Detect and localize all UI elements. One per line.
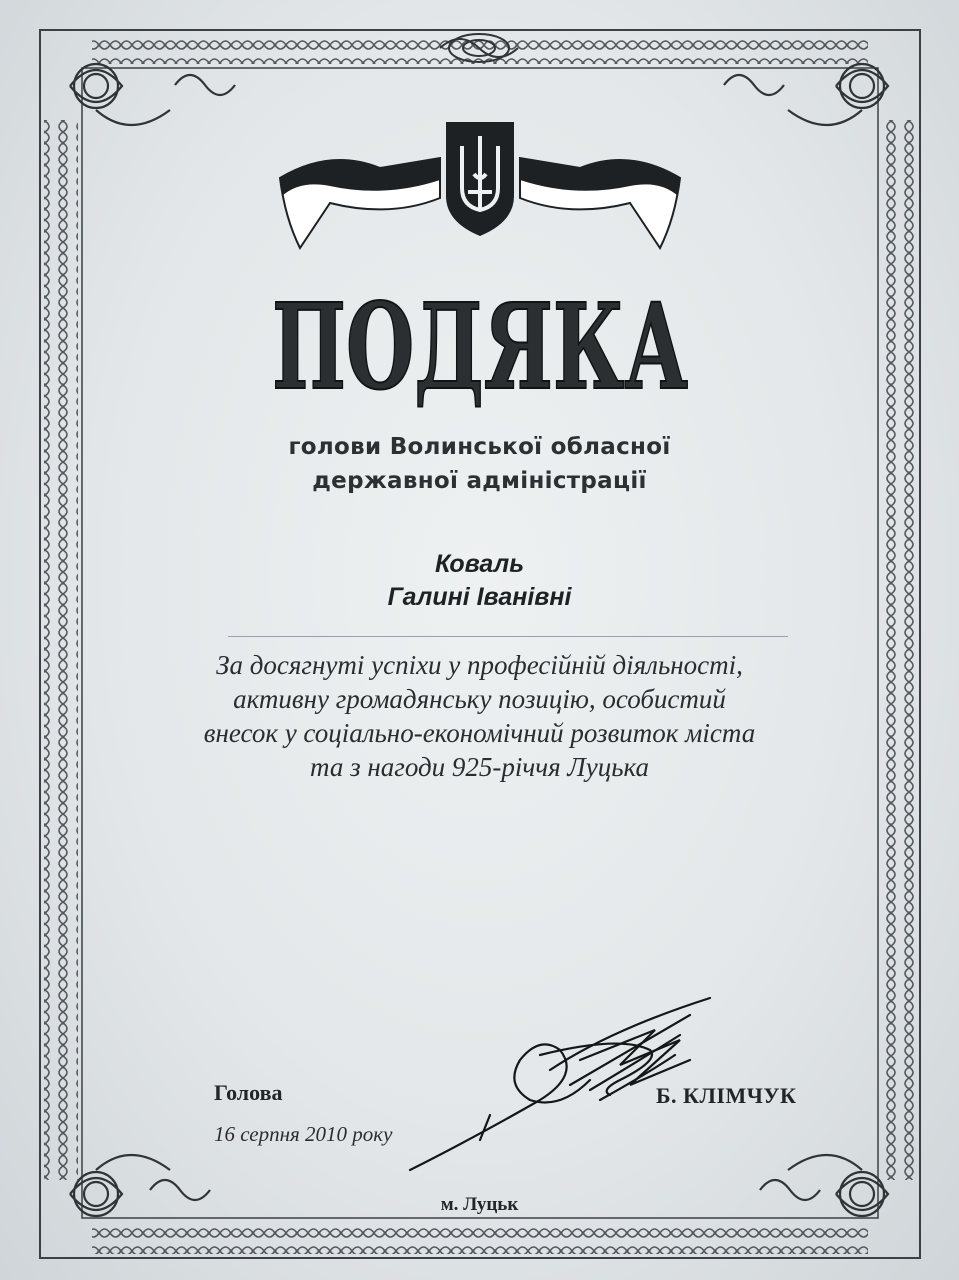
issuer-line: державної адміністрації (312, 468, 647, 494)
recipient-name (0, 548, 959, 614)
issue-date: 16 серпня 2010 року (214, 1122, 393, 1146)
signer-name: Б. КЛІМЧУК (656, 1083, 797, 1108)
recipient-surname: Коваль (434, 550, 525, 578)
recipient-given-names: Галині Іванівні (387, 583, 572, 611)
reason-line: внесок у соціально-економічний розвиток міста (203, 718, 756, 748)
issuer-title (0, 430, 959, 498)
certificate-heading (0, 268, 959, 416)
heading-text: ПОДЯКА (271, 277, 688, 416)
issue-place: м. Луцьк (440, 1194, 519, 1215)
award-reason (0, 648, 959, 784)
reason-line: та з нагоди 925-річчя Луцька (310, 752, 649, 782)
divider-line (228, 636, 788, 637)
handwritten-signature (390, 990, 730, 1190)
reason-line: За досягнуті успіхи у професійній діяльності, (216, 650, 743, 680)
signer-position: Голова (214, 1080, 283, 1105)
tryzub-coat-of-arms-icon (270, 118, 690, 258)
reason-line: активну громадянську позицію, особистий (233, 684, 726, 714)
issuer-line: голови Волинської обласної (288, 434, 671, 460)
